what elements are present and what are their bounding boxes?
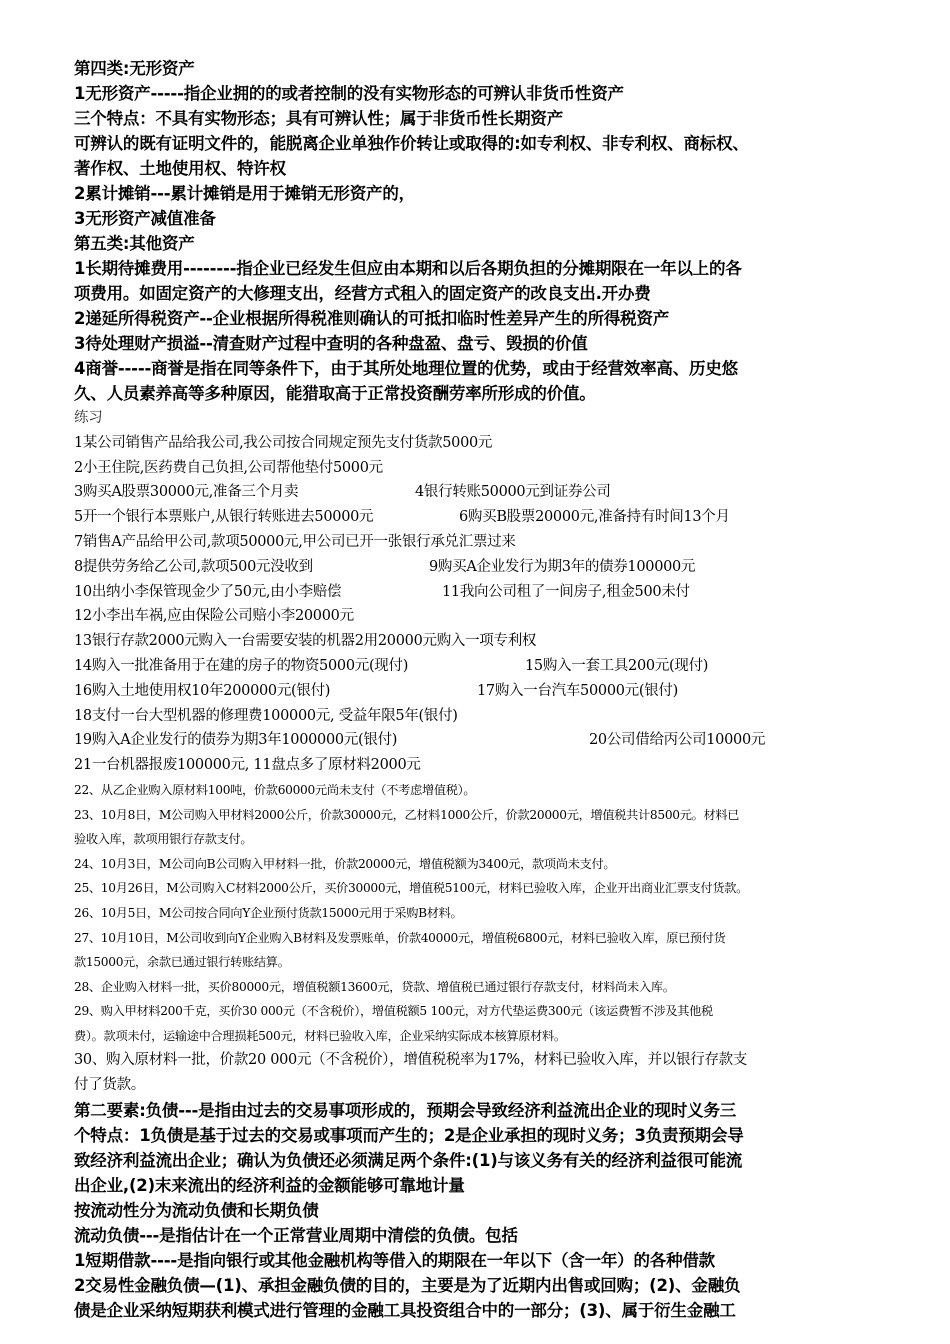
liabilities-line-6: 流动负债---是指估计在一个正常营业周期中清偿的负债。包括 (74, 1226, 518, 1246)
exercise-item-26: 26、10月5日，M公司按合同向Y企业预付货款15000元用于采购B材料。 (74, 905, 463, 920)
exercise-item-7: 7销售A产品给甲公司,款项50000元,甲公司已开一张银行承兑汇票过来 (74, 533, 516, 550)
exercise-item-16: 16购入土地使用权10年200000元(银付) (74, 682, 331, 699)
exercise-item-30-line-1: 30、购入原材料一批，价款20 000元（不含税价），增值税税率为17%，材料已验收入库，并以银行存款支 (74, 1052, 748, 1069)
exercise-item-18: 18支付一台大型机器的修理费100000元, 受益年限5年(银付) (74, 707, 458, 724)
exercise-item-5: 5开一个银行本票账户,从银行转账进去50000元 (74, 509, 374, 526)
liabilities-line-3: 致经济利益流出企业；确认为负债还必须满足两个条件:(1)与该义务有关的经济利益很可能流 (74, 1151, 743, 1171)
exercise-item-20: 20公司借给丙公司10000元 (589, 732, 766, 749)
exercise-row-3-4 (74, 480, 874, 505)
exercise-item-23-line-1: 23、10月8日，M公司购入甲材料2000公斤，价款30000元，乙材料1000公斤，价款20000元，增值税共计8500元。材料已 (74, 807, 740, 822)
document-page (74, 56, 874, 1323)
section4-line-6: 3无形资产减值准备 (74, 209, 216, 228)
exercise-item-10: 10出纳小李保管现金少了50元,由小李赔偿 (74, 583, 342, 600)
exercise-item-17: 17购入一台汽车50000元(银付) (477, 682, 678, 699)
section4-line-5: 2累计摊销---累计摊销是用于摊销无形资产的， (74, 184, 415, 203)
section5-line-6: 久、人员素养高等多种原因，能猎取高于正常投资酬劳率所形成的价值。 (74, 384, 596, 403)
section5-line-3: 2递延所得税资产--企业根据所得税准则确认的可抵扣临时性差异产生的所得税资产 (74, 309, 670, 328)
exercise-item-28: 28、企业购入材料一批，买价80000元，增值税额13600元，贷款、增值税已通过银行存款支付，材料尚未入库。 (74, 979, 675, 994)
exercise-row-14-15 (74, 654, 874, 679)
exercise-item-27-line-2: 款15000元，余款已通过银行转账结算。 (74, 955, 290, 970)
section4-title: 第四类:无形资产 (74, 59, 195, 78)
liabilities-line-9: 债是企业采纳短期获利模式进行管理的金融工具投资组合中的一部分；(3)、属于衍生金融工 (74, 1301, 736, 1321)
section4-line-3: 可辨认的既有证明文件的，能脱离企业单独作价转让或取得的:如专利权、非专利权、商标权、 (74, 134, 749, 153)
liabilities-line-4: 出企业,(2)末来流出的经济利益的金额能够可靠地计量 (74, 1176, 465, 1196)
exercise-row-5-6 (74, 505, 874, 530)
section5-title: 第五类:其他资产 (74, 234, 195, 253)
exercise-item-8: 8提供劳务给乙公司,款项500元没收到 (74, 558, 313, 575)
exercise-item-14: 14购入一批准备用于在建的房子的物资5000元(现付) (74, 657, 409, 674)
exercise-item-2: 2小王住院,医药费自己负担,公司帮他垫付5000元 (74, 459, 383, 476)
exercise-item-30-line-2: 付了货款。 (74, 1077, 145, 1094)
exercise-item-11: 11我向公司租了一间房子,租金500未付 (442, 583, 690, 600)
section5-line-1: 1长期待摊费用--------指企业已经发生但应由本期和以后各期负担的分摊期限在一年以上的各 (74, 259, 742, 278)
liabilities-line-2: 个特点：1负债是基于过去的交易或事项而产生的；2是企业承担的现时义务；3负责预期会导 (74, 1126, 744, 1146)
liabilities-line-5: 按流动性分为流动负债和长期负债 (74, 1201, 319, 1221)
exercise-item-6: 6购买B股票20000元,准备持有时间13个月 (459, 509, 730, 526)
liabilities-line-7: 1短期借款----是指向银行或其他金融机构等借入的期限在一年以下（含一年）的各种借款 (74, 1251, 715, 1271)
exercise-row-19-20 (74, 728, 874, 753)
exercise-item-22: 22、从乙企业购入原材料100吨，价款60000元尚未支付（不考虑增值税）。 (74, 782, 476, 797)
section5-line-5: 4商誉-----商誉是指在同等条件下，由于其所处地理位置的优势，或由于经营效率高、历史悠 (74, 359, 738, 378)
exercise-item-29-line-2: 费）。款项未付，运输途中合理损耗500元，材料已验收入库，企业采纳实际成本核算原材料。 (74, 1028, 566, 1043)
section5-line-2: 项费用。如固定资产的大修理支出，经营方式租入的固定资产的改良支出.开办费 (74, 284, 651, 303)
exercise-item-1: 1某公司销售产品给我公司,我公司按合同规定预先支付货款5000元 (74, 434, 493, 451)
section5-line-4: 3待处理财产损溢--清查财产过程中查明的各种盘盈、盘亏、毁损的价值 (74, 334, 588, 353)
exercise-item-12: 12小李出车祸,应由保险公司赔小李20000元 (74, 608, 354, 625)
exercise-item-24: 24、10月3日，M公司向B公司购入甲材料一批，价款20000元，增值税额为3400元，款项尚未支付。 (74, 856, 616, 871)
section4-line-1: 1无形资产-----指企业拥的的或者控制的没有实物形态的可辨认非货币性资产 (74, 84, 624, 103)
exercise-item-9: 9购买A企业发行为期3年的债券100000元 (429, 558, 696, 575)
exercise-item-25: 25、10月26日，M公司购入C材料2000公斤，买价30000元，增值税5100元，材料已验收入库，企业开出商业汇票支付货款。 (74, 881, 748, 896)
exercise-item-21: 21一台机器报废100000元, 11盘点多了原材料2000元 (74, 757, 421, 774)
exercise-title: 练习 (74, 410, 103, 426)
exercise-item-3: 3购买A股票30000元,准备三个月卖 (74, 484, 299, 501)
exercise-item-23-line-2: 验收入库，款项用银行存款支付。 (74, 832, 253, 847)
exercise-item-29-line-1: 29、购入甲材料200千克，买价30 000元（不含税价），增值税额5 100元，对方代垫运费300元（该运费暂不涉及其他税 (74, 1004, 713, 1019)
section4-line-2: 三个特点：不具有实物形态；具有可辨认性；属于非货币性长期资产 (74, 109, 564, 128)
exercise-item-15: 15购入一套工具200元(现付) (525, 657, 709, 674)
liabilities-line-1: 第二要素:负债---是指由过去的交易事项形成的，预期会导致经济利益流出企业的现时义务三 (74, 1101, 737, 1121)
exercise-row-16-17 (74, 679, 874, 704)
liabilities-line-8: 2交易性金融负债—(1)、承担金融负债的目的，主要是为了近期内出售或回购；(2)、金融负 (74, 1276, 741, 1296)
section4-line-4: 著作权、土地使用权、特许权 (74, 159, 286, 178)
exercise-item-13: 13银行存款2000元购入一台需要安装的机器2用20000元购入一项专利权 (74, 633, 537, 650)
exercise-row-8-9 (74, 555, 874, 580)
exercise-item-19: 19购入A企业发行的债券为期3年1000000元(银付) (74, 732, 398, 749)
exercise-item-4: 4银行转账50000元到证券公司 (415, 484, 611, 501)
exercise-row-10-11 (74, 580, 874, 605)
exercise-item-27-line-1: 27、10月10日，M公司收到向Y企业购入B材料及发票账单，价款40000元，增值税6800元，材料已验收入库，原已预付货 (74, 930, 726, 945)
